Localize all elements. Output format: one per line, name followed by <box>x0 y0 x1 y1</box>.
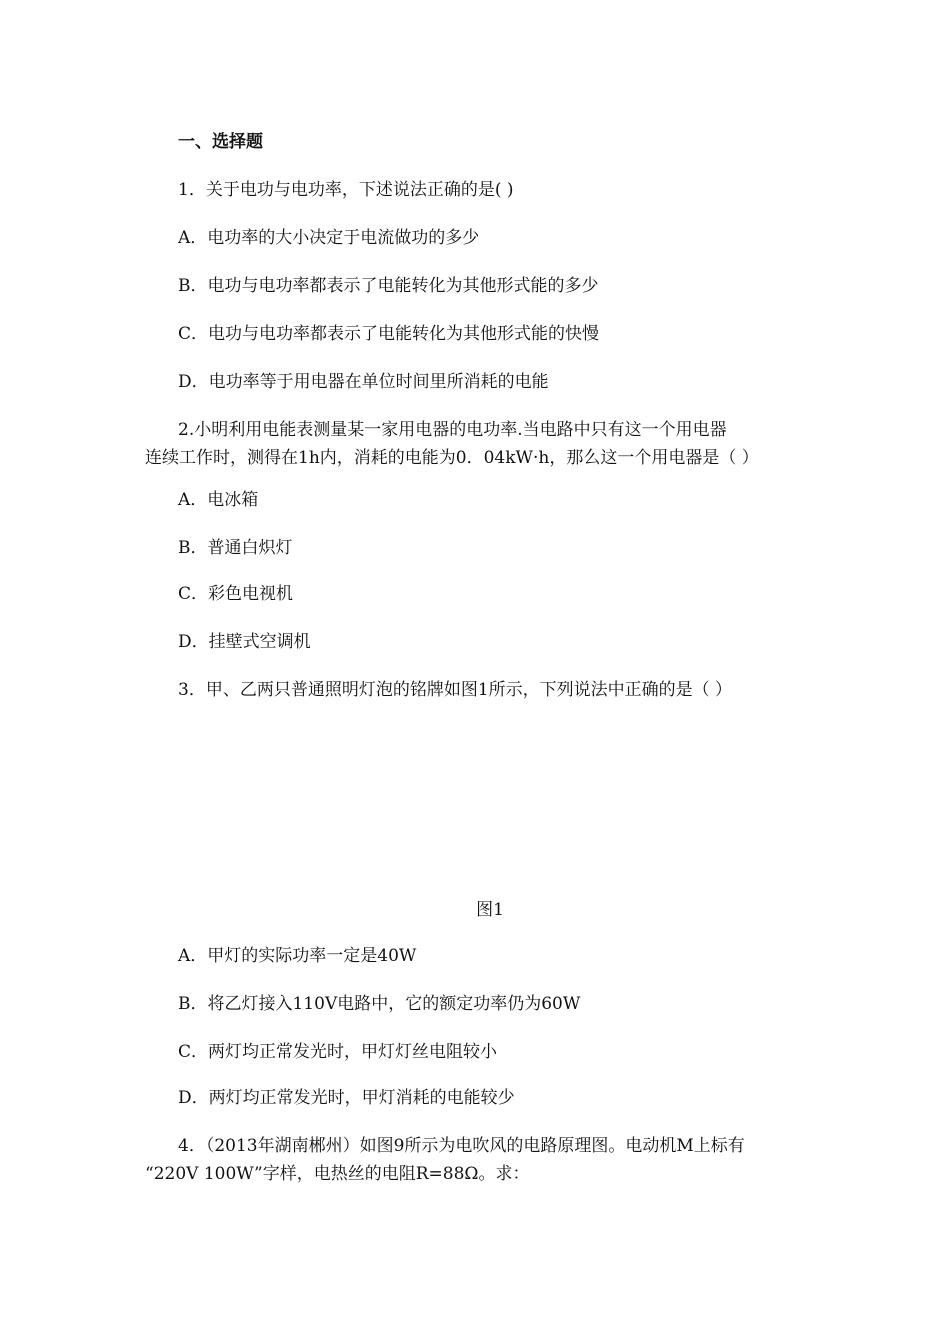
question-1-option-d: D．电功率等于用电器在单位时间里所消耗的电能 <box>178 372 549 392</box>
question-3-option-a: A．甲灯的实际功率一定是40W <box>178 946 417 966</box>
question-4-stem-line-1: 4．（2013年湖南郴州）如图9所示为电吹风的电路原理图。电动机M上标有 <box>178 1136 745 1156</box>
question-2-stem-line-2: 连续工作时，测得在1h内，消耗的电能为0．04kW·h，那么这一个用电器是（ ） <box>145 448 759 468</box>
figure-1-caption: 图1 <box>476 900 504 920</box>
question-3-stem: 3．甲、乙两只普通照明灯泡的铭牌如图1所示，下列说法中正确的是（ ） <box>178 680 733 700</box>
question-3-option-d: D．两灯均正常发光时，甲灯消耗的电能较少 <box>178 1088 515 1108</box>
question-2-stem-line-1: 2.小明利用电能表测量某一家用电器的电功率.当电路中只有这一个用电器 <box>178 420 727 440</box>
question-2-option-c: C．彩色电视机 <box>178 584 294 604</box>
question-1-option-a: A．电功率的大小决定于电流做功的多少 <box>178 228 480 248</box>
question-1-option-b: B．电功与电功率都表示了电能转化为其他形式能的多少 <box>178 276 599 296</box>
section-heading: 一、选择题 <box>178 132 263 152</box>
question-4-stem-line-2: “220V 100W”字样，电热丝的电阻R=88Ω。求： <box>145 1164 530 1184</box>
question-2-option-b: B．普通白炽灯 <box>178 538 293 558</box>
question-1-stem: 1．关于电功与电功率，下述说法正确的是( ) <box>178 180 514 200</box>
question-3-option-b: B．将乙灯接入110V电路中，它的额定功率仍为60W <box>178 994 581 1014</box>
question-2-option-d: D．挂壁式空调机 <box>178 632 311 652</box>
question-1-option-c: C．电功与电功率都表示了电能转化为其他形式能的快慢 <box>178 324 600 344</box>
question-2-option-a: A．电冰箱 <box>178 490 259 510</box>
question-3-option-c: C．两灯均正常发光时，甲灯灯丝电阻较小 <box>178 1042 498 1062</box>
